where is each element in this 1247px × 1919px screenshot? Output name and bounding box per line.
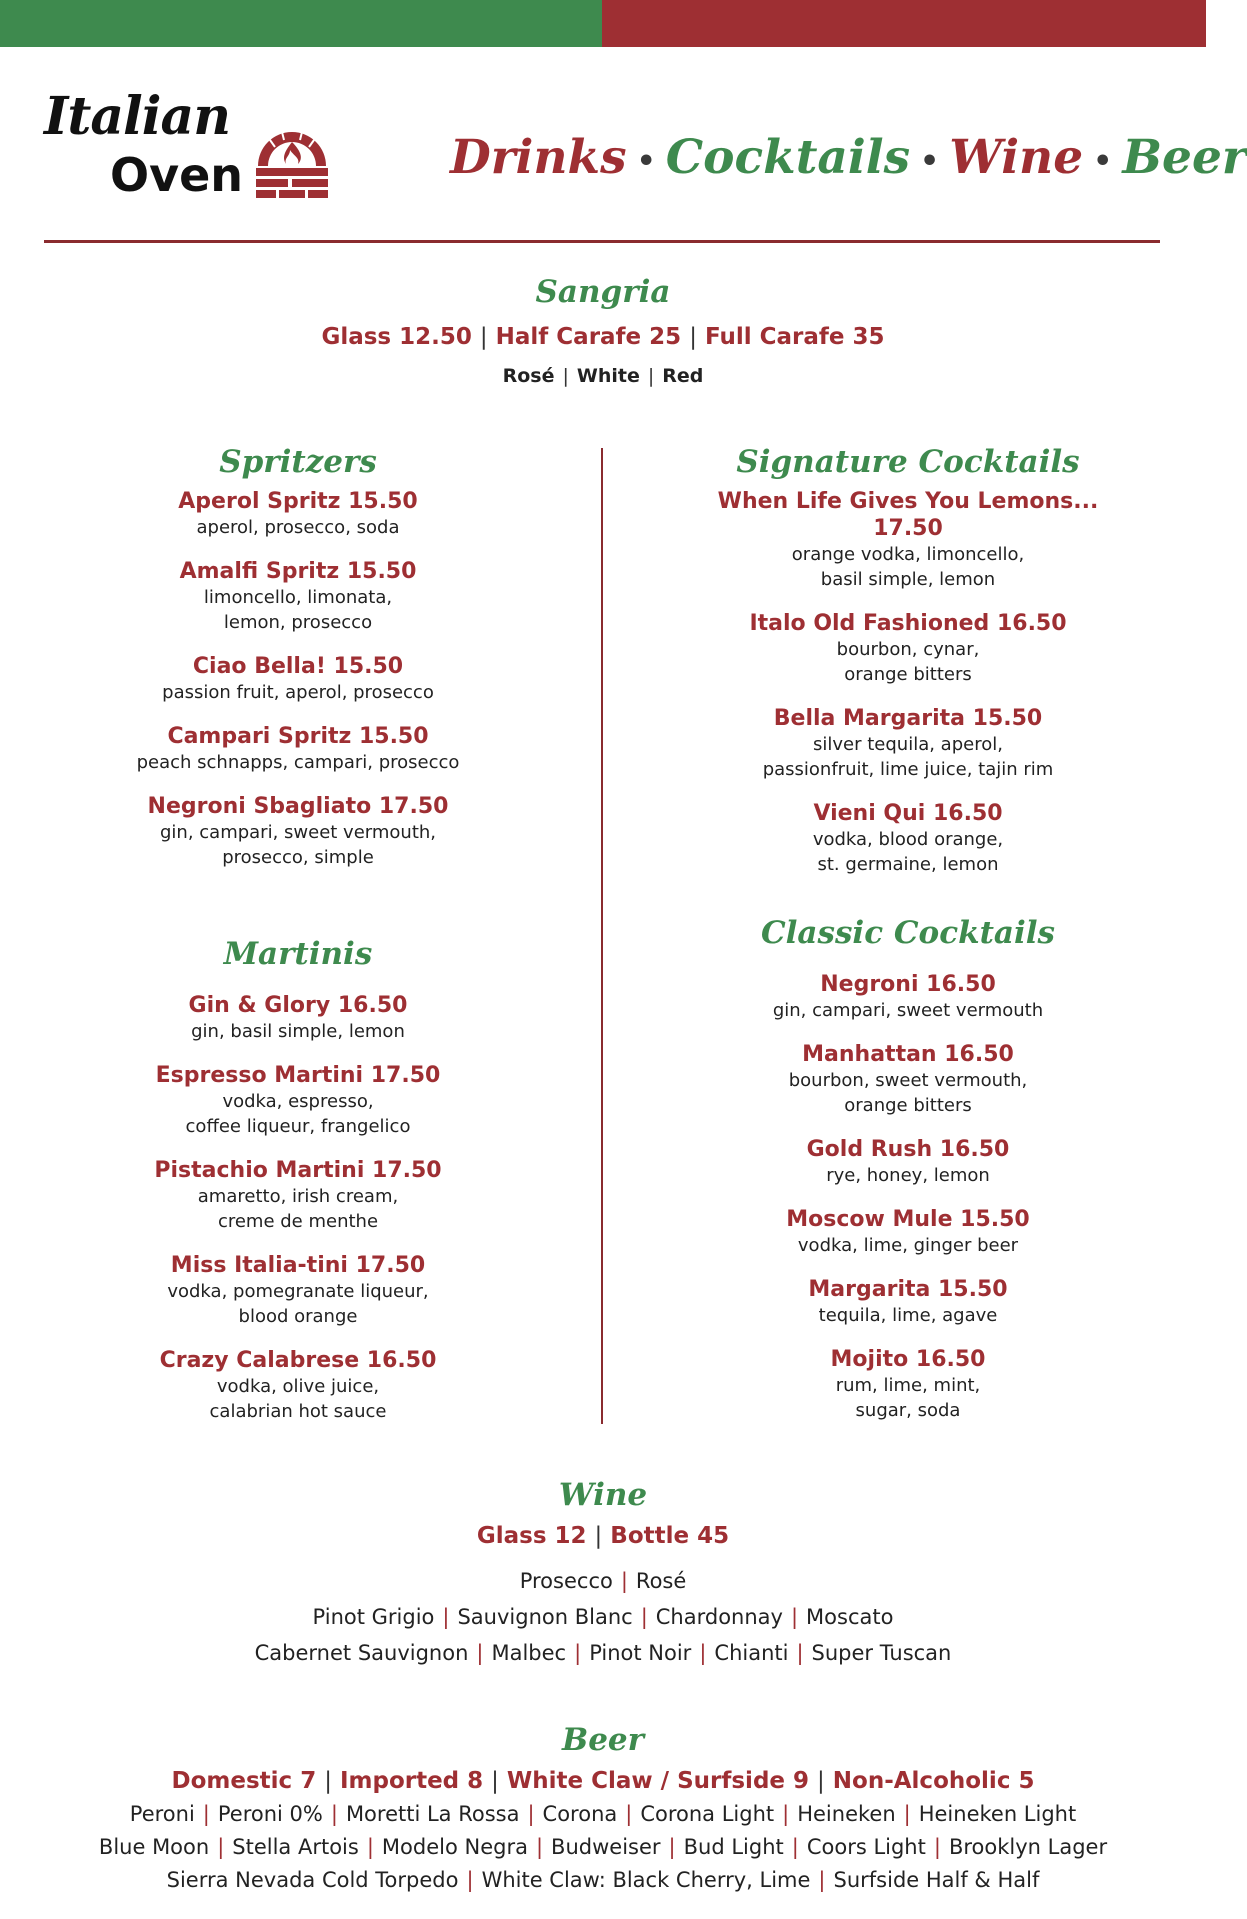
wine-row: Pinot Grigio | Sauvignon Blanc | Chardonnay | Moscato (312, 1605, 894, 1629)
item-description: silver tequila, aperol, (813, 734, 1003, 755)
wine-variety: Pinot Noir (589, 1641, 692, 1665)
beer-variety: Heineken (797, 1802, 896, 1826)
wine-row: Cabernet Sauvignon | Malbec | Pinot Noir | Chianti | Super Tuscan (254, 1641, 952, 1665)
price: Full Carafe 35 (704, 324, 885, 350)
item-name: Miss Italia-tini 17.50 (170, 1253, 426, 1278)
section-title: Martinis (223, 936, 373, 972)
menu-item (698, 971, 1118, 1023)
wine-variety: Pinot Grigio (312, 1605, 435, 1629)
menu-item (698, 800, 1118, 877)
beer-row: Peroni | Peroni 0% | Moretti La Rossa | Corona | Corona Light | Heineken | Heineken Light (129, 1802, 1077, 1826)
beer-prices: Domestic 7 | Imported 8 | White Claw / Surfside 9 | Non-Alcoholic 5 (171, 1768, 1035, 1794)
style: Rosé (502, 365, 555, 387)
sangria-prices: Glass 12.50 | Half Carafe 25 | Full Carafe 35 (321, 324, 885, 350)
logo-oven: Oven (110, 148, 244, 202)
item-name: Espresso Martini 17.50 (155, 1063, 441, 1088)
menu-item (698, 610, 1118, 687)
beer-variety: Corona (542, 1802, 618, 1826)
item-name: Crazy Calabrese 16.50 (159, 1348, 437, 1373)
item-description: gin, campari, sweet vermouth (772, 1000, 1044, 1021)
wine-variety: Cabernet Sauvignon (254, 1641, 469, 1665)
wine-variety: Chardonnay (655, 1605, 783, 1629)
menu-item (698, 1041, 1118, 1118)
wine-variety: Prosecco (519, 1569, 613, 1593)
menu-item (698, 1206, 1118, 1258)
item-description: calabrian hot sauce (209, 1401, 387, 1422)
menu-item (88, 1062, 508, 1139)
item-description: bourbon, cynar, (836, 639, 980, 660)
beer-variety: Bud Light (683, 1835, 784, 1859)
wine-row: Prosecco | Rosé (519, 1569, 687, 1593)
menu-item (88, 992, 508, 1044)
red-band (602, 0, 1206, 47)
item-description: vodka, olive juice, (216, 1376, 380, 1397)
section-title: Wine (558, 1477, 648, 1513)
item-name: Moscow Mule 15.50 (786, 1207, 1030, 1232)
beer-variety: Peroni (129, 1802, 195, 1826)
menu-item (698, 1276, 1118, 1328)
wine-variety: Super Tuscan (811, 1641, 952, 1665)
item-description: rye, honey, lemon (826, 1165, 990, 1186)
beer-variety: Brooklyn Lager (948, 1835, 1108, 1859)
item-description: limoncello, limonata, (203, 587, 393, 608)
beer-row: Blue Moon | Stella Artois | Modelo Negra | Budweiser | Bud Light | Coors Light | Brooklyn Lager (98, 1835, 1108, 1859)
martinis-section (88, 934, 508, 1442)
wine-variety: Malbec (491, 1641, 567, 1665)
item-description: blood orange (238, 1306, 358, 1327)
item-name: Vieni Qui 16.50 (813, 801, 1003, 826)
style: Red (662, 365, 704, 387)
classic-list (698, 971, 1118, 1423)
section-title: Signature Cocktails (736, 444, 1080, 480)
item-description: tequila, lime, agave (818, 1305, 998, 1326)
item-name: Bella Margarita 15.50 (773, 706, 1043, 731)
headline-cocktails: Cocktails (665, 130, 911, 185)
price: Non-Alcoholic 5 (832, 1768, 1035, 1794)
item-name: Negroni 16.50 (820, 972, 996, 997)
item-description: bourbon, sweet vermouth, (788, 1070, 1028, 1091)
menu-item (88, 488, 508, 540)
item-name: When Life Gives You Lemons... 17.50 (717, 489, 1099, 541)
restaurant-logo (44, 86, 334, 206)
item-description: passion fruit, aperol, prosecco (162, 682, 434, 703)
headline-drinks: Drinks (450, 130, 627, 185)
headline-dot: • (920, 143, 940, 179)
price: Bottle 45 (610, 1523, 730, 1549)
headline-dot: • (636, 143, 656, 179)
item-description: lemon, prosecco (223, 612, 373, 633)
item-description: prosecco, simple (222, 847, 374, 868)
headline-dot: • (1093, 143, 1113, 179)
beer-variety: Budweiser (551, 1835, 661, 1859)
item-name: Negroni Sbagliato 17.50 (147, 794, 449, 819)
item-description: basil simple, lemon (820, 569, 996, 590)
beer-variety: Surfside Half & Half (833, 1868, 1040, 1892)
brick-oven-flame-icon (254, 122, 330, 200)
item-description: vodka, lime, ginger beer (797, 1235, 1019, 1256)
price: Domestic 7 (171, 1768, 317, 1794)
menu-item (88, 653, 508, 705)
item-name: Ciao Bella! 15.50 (192, 654, 404, 679)
wine-variety: Rosé (635, 1569, 687, 1593)
beer-variety: Corona Light (640, 1802, 775, 1826)
item-name: Amalfi Spritz 15.50 (179, 559, 417, 584)
price: Glass 12.50 (321, 324, 472, 350)
green-band (0, 0, 602, 47)
item-description: gin, campari, sweet vermouth, (159, 822, 437, 843)
item-name: Gold Rush 16.50 (806, 1137, 1010, 1162)
item-description: rum, lime, mint, (835, 1375, 981, 1396)
beer-variety: Coors Light (806, 1835, 926, 1859)
section-title: Spritzers (219, 444, 377, 480)
menu-headline (450, 130, 1247, 200)
menu-item (88, 723, 508, 775)
section-title: Classic Cocktails (760, 915, 1055, 951)
item-description: creme de menthe (217, 1211, 379, 1232)
item-description: amaretto, irish cream, (197, 1186, 399, 1207)
wine-section (0, 1475, 1206, 1671)
item-description: vodka, espresso, (222, 1091, 374, 1112)
spritzers-section (88, 442, 508, 888)
item-description: aperol, prosecco, soda (196, 517, 400, 538)
item-name: Margarita 15.50 (808, 1277, 1008, 1302)
top-color-band (0, 0, 1206, 47)
item-name: Pistachio Martini 17.50 (154, 1158, 442, 1183)
signature-section (698, 442, 1118, 895)
beer-variety: Sierra Nevada Cold Torpedo (166, 1868, 459, 1892)
item-description: sugar, soda (855, 1400, 961, 1421)
beer-variety: Peroni 0% (217, 1802, 323, 1826)
menu-item (698, 1346, 1118, 1423)
item-description: orange bitters (844, 1095, 972, 1116)
martinis-list (88, 992, 508, 1424)
item-name: Gin & Glory 16.50 (188, 993, 408, 1018)
item-description: orange vodka, limoncello, (791, 544, 1025, 565)
item-description: gin, basil simple, lemon (191, 1021, 405, 1042)
sangria-section (0, 272, 1206, 394)
header-divider (44, 240, 1160, 243)
classic-section (698, 913, 1118, 1441)
wine-list (0, 1563, 1206, 1671)
section-title: Sangria (535, 274, 671, 310)
item-description: orange bitters (844, 664, 972, 685)
spritzers-list (88, 488, 508, 870)
beer-variety: Blue Moon (98, 1835, 210, 1859)
beer-list (0, 1798, 1206, 1897)
beer-variety: Modelo Negra (381, 1835, 528, 1859)
item-description: peach schnapps, campari, prosecco (136, 752, 460, 773)
signature-list (698, 488, 1118, 877)
menu-item (88, 1252, 508, 1329)
price: Half Carafe 25 (495, 324, 682, 350)
beer-section (0, 1720, 1206, 1897)
item-name: Manhattan 16.50 (802, 1042, 1014, 1067)
menu-item (88, 793, 508, 870)
wine-prices: Glass 12 | Bottle 45 (476, 1523, 730, 1549)
beer-variety: Stella Artois (232, 1835, 359, 1859)
beer-variety: Moretti La Rossa (345, 1802, 520, 1826)
menu-item (698, 1136, 1118, 1188)
beer-variety: White Claw: Black Cherry, Lime (481, 1868, 811, 1892)
sangria-styles: Rosé | White | Red (502, 365, 704, 387)
logo-italian: Italian (44, 86, 231, 147)
menu-item (698, 488, 1118, 592)
headline-beer: Beer (1122, 130, 1247, 185)
item-description: vodka, pomegranate liqueur, (167, 1281, 429, 1302)
menu-item (698, 705, 1118, 782)
beer-variety: Heineken Light (918, 1802, 1077, 1826)
menu-item (88, 1157, 508, 1234)
wine-variety: Moscato (806, 1605, 894, 1629)
section-title: Beer (562, 1722, 644, 1758)
wine-variety: Sauvignon Blanc (457, 1605, 633, 1629)
item-description: coffee liqueur, frangelico (185, 1116, 411, 1137)
item-name: Mojito 16.50 (830, 1347, 986, 1372)
style: White (576, 365, 640, 387)
item-name: Aperol Spritz 15.50 (178, 489, 418, 514)
item-description: passionfruit, lime juice, tajin rim (762, 759, 1054, 780)
price: Glass 12 (476, 1523, 587, 1549)
price: Imported 8 (339, 1768, 484, 1794)
item-name: Italo Old Fashioned 16.50 (749, 611, 1067, 636)
price: White Claw / Surfside 9 (506, 1768, 810, 1794)
item-name: Campari Spritz 15.50 (167, 724, 429, 749)
item-description: vodka, blood orange, (812, 829, 1004, 850)
column-divider (601, 448, 603, 1424)
wine-variety: Chianti (714, 1641, 789, 1665)
menu-item (88, 1347, 508, 1424)
item-description: st. germaine, lemon (817, 854, 999, 875)
menu-item (88, 558, 508, 635)
headline-wine: Wine (949, 130, 1084, 185)
beer-row: Sierra Nevada Cold Torpedo | White Claw: Black Cherry, Lime | Surfside Half & Half (166, 1868, 1040, 1892)
